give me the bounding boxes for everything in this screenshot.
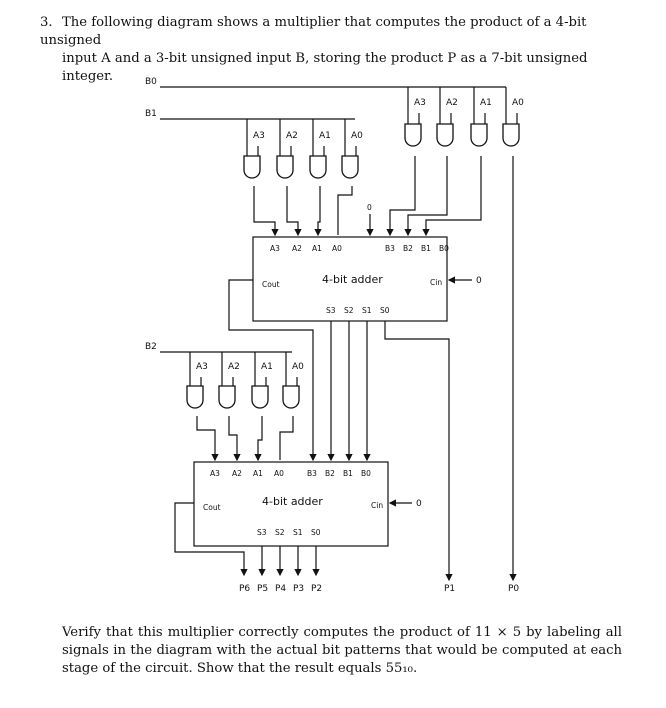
and-gates-b0 (405, 124, 519, 146)
adder1-s-pin: S3 (326, 306, 336, 315)
gate-input-label: A0 (512, 98, 524, 108)
gate-input-label: A3 (253, 131, 265, 141)
adder1-s-pin: S2 (344, 306, 354, 315)
output-label-p1: P1 (444, 584, 456, 594)
output-label-p4: P4 (275, 584, 287, 594)
gate-input-label: A0 (351, 131, 363, 141)
adder2-cout-label: Cout (203, 503, 221, 512)
adder1-cout-label: Cout (262, 280, 280, 289)
adder1-a-pin: A1 (312, 244, 322, 253)
adder2-a-pin: A2 (232, 469, 242, 478)
adder2-cin-value: 0 (416, 499, 422, 509)
gate-input-label: A3 (196, 362, 208, 372)
gate-input-label: A2 (446, 98, 458, 108)
gate-input-label: A3 (414, 98, 426, 108)
b1-label: B1 (145, 109, 157, 119)
gate-input-label: A1 (261, 362, 273, 372)
adder2-a-pin: A3 (210, 469, 220, 478)
b2-label: B2 (145, 342, 157, 352)
adder2-s-pin: S0 (311, 528, 321, 537)
problem-number: 3. (40, 15, 53, 30)
adder1-a-pin: A3 (270, 244, 280, 253)
output-label-p6: P6 (239, 584, 251, 594)
gate-input-label: A0 (292, 362, 304, 372)
adder1-cin-label: Cin (430, 278, 443, 287)
adder1-title: 4-bit adder (322, 273, 383, 286)
adder2-b-pin: B0 (361, 469, 371, 478)
instructions-paragraph: Verify that this multiplier correctly computes the product of 11 × 5 by labeling all signals in the diagram with the actual bit patterns that would be computed at each stage of the circuit. Show that the result equals 55₁₀. (62, 625, 622, 676)
adder2-cin-label: Cin (371, 501, 384, 510)
adder1-s-pin: S1 (362, 306, 372, 315)
adder1-b-pin: B2 (403, 244, 413, 253)
problem-line-1: The following diagram shows a multiplier that computes the product of a 4-bit unsigned (40, 15, 587, 48)
adder2-a-pin: A1 (253, 469, 263, 478)
adder2-s-pin: S3 (257, 528, 267, 537)
adder1-b-pin: B1 (421, 244, 431, 253)
adder2-s-pin: S2 (275, 528, 285, 537)
and-gates-b1 (244, 156, 358, 178)
adder2-b-pin: B3 (307, 469, 317, 478)
b0-label: B0 (145, 77, 157, 87)
output-label-p5: P5 (257, 584, 269, 594)
adder2-b-pin: B1 (343, 469, 353, 478)
adder1-a-pin: A2 (292, 244, 302, 253)
adder1-cin-value: 0 (476, 276, 482, 286)
adder2-s-pin: S1 (293, 528, 303, 537)
output-label-p3: P3 (293, 584, 305, 594)
problem-line-2: input A and a 3-bit unsigned input B, storing the product P as a 7-bit unsigned integer. (62, 51, 588, 84)
gate-input-label: A1 (319, 131, 331, 141)
adder1-zero-input: 0 (367, 203, 372, 212)
adder2-title: 4-bit adder (262, 495, 323, 508)
and-gates-b2 (187, 386, 299, 408)
adder1-a-pin: A0 (332, 244, 342, 253)
gate-input-label: A2 (286, 131, 298, 141)
gate-input-label: A2 (228, 362, 240, 372)
adder2-a-pin: A0 (274, 469, 284, 478)
gate-input-label: A1 (480, 98, 492, 108)
output-label-p2: P2 (311, 584, 323, 594)
adder2-b-pin: B2 (325, 469, 335, 478)
adder1-b-pin: B3 (385, 244, 395, 253)
adder1-s-pin: S0 (380, 306, 390, 315)
output-label-p0: P0 (508, 584, 520, 594)
adder1-b-pin: B0 (439, 244, 449, 253)
